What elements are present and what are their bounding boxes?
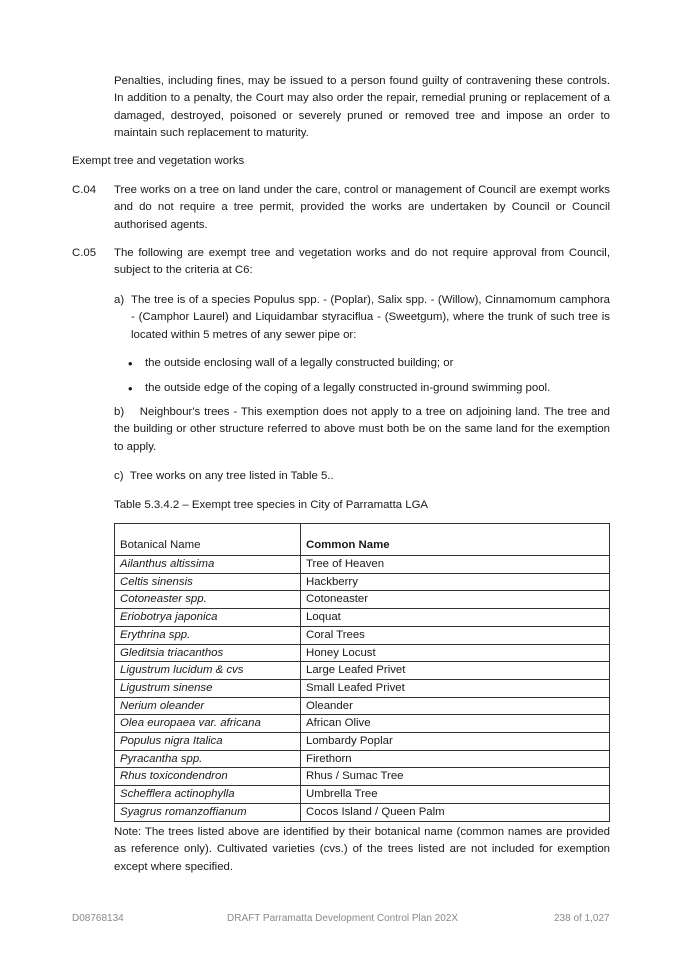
table-row: [115, 733, 610, 751]
header-common-name: Common Name: [301, 524, 610, 556]
common-name-cell: Honey Locust: [301, 644, 610, 662]
table-row: [115, 715, 610, 733]
botanical-name-cell: Ligustrum sinense: [115, 679, 301, 697]
common-name-cell: Cotoneaster: [301, 591, 610, 609]
botanical-name-cell: Pyracantha spp.: [115, 750, 301, 768]
bullet-icon: •: [128, 381, 133, 396]
table-row: [115, 679, 610, 697]
common-name-cell: African Olive: [301, 715, 610, 733]
sub-item-text: The tree is of a species Populus spp. - (Poplar), Salix spp. - (Willow), Cinnamomum camphora - (Camphor Laurel) and Liquidambar styraciflua - (Sweetgum), where the trunk of such tree is located within 5 metres of any sewer pipe or:: [131, 294, 610, 341]
table-row: [115, 609, 610, 627]
sub-item-a: [114, 292, 610, 344]
table-row: [115, 786, 610, 804]
table-row: [115, 644, 610, 662]
table-row: [115, 556, 610, 574]
table-note: Note: The trees listed above are identified by their botanical name (common names are provided as reference only). Cultivated varieties (cvs.) of the trees listed are not included for exemption except where specified.: [114, 826, 610, 873]
bullet-text: the outside edge of the coping of a legally constructed in-ground swimming pool.: [145, 382, 551, 394]
botanical-name-cell: Ligustrum lucidum & cvs: [115, 662, 301, 680]
footer-page-number: 238 of 1,027: [554, 913, 610, 924]
botanical-name-cell: Cotoneaster spp.: [115, 591, 301, 609]
common-name-cell: Oleander: [301, 697, 610, 715]
table-caption: Table 5.3.4.2 – Exempt tree species in City of Parramatta LGA: [114, 499, 429, 511]
botanical-name-cell: Eriobotrya japonica: [115, 609, 301, 627]
botanical-name-cell: Olea europaea var. africana: [115, 715, 301, 733]
botanical-name-cell: Populus nigra Italica: [115, 733, 301, 751]
botanical-name-cell: Schefflera actinophylla: [115, 786, 301, 804]
section-heading: Exempt tree and vegetation works: [72, 155, 245, 167]
clause-number: C.05: [72, 247, 97, 259]
botanical-name-cell: Erythrina spp.: [115, 626, 301, 644]
table-row: [115, 803, 610, 821]
exempt-species-table: [114, 523, 610, 822]
common-name-cell: Tree of Heaven: [301, 556, 610, 574]
common-name-cell: Umbrella Tree: [301, 786, 610, 804]
common-name-cell: Large Leafed Privet: [301, 662, 610, 680]
common-name-cell: Cocos Island / Queen Palm: [301, 803, 610, 821]
bullet-icon: •: [128, 356, 133, 371]
common-name-cell: Coral Trees: [301, 626, 610, 644]
sub-item-text: Neighbour's trees - This exemption does not apply to a tree on adjoining land. The tree and the building or other structure referred to above must both be on the same land for the exemption to apply.: [114, 406, 610, 453]
intro-paragraph: Penalties, including fines, may be issued to a person found guilty of contravening these controls. In addition to a penalty, the Court may also order the repair, remedial pruning or replacement of a damaged, destroyed, poisoned or severely pruned or removed tree and impose an order to maintain such replacement to maturity.: [114, 75, 610, 139]
table-row: [115, 750, 610, 768]
table-row: [115, 573, 610, 591]
table-row: [115, 591, 610, 609]
common-name-cell: Rhus / Sumac Tree: [301, 768, 610, 786]
table-row: [115, 662, 610, 680]
common-name-cell: Lombardy Poplar: [301, 733, 610, 751]
botanical-name-cell: Ailanthus altissima: [115, 556, 301, 574]
footer-doc-id: D08768134: [72, 913, 124, 924]
botanical-name-cell: Celtis sinensis: [115, 573, 301, 591]
table-row: [115, 626, 610, 644]
bullet-text: the outside enclosing wall of a legally constructed building; or: [145, 357, 454, 369]
common-name-cell: Hackberry: [301, 573, 610, 591]
clause-text: Tree works on a tree on land under the care, control or management of Council are exempt works and do not require a tree permit, provided the works are undertaken by Council or Council authorised agents.: [114, 184, 610, 231]
table-header-row: [115, 524, 610, 556]
sub-item-label: a): [114, 294, 125, 306]
clause-text: The following are exempt tree and vegetation works and do not require approval from Council, subject to the criteria at C6:: [114, 247, 610, 277]
sub-item-c: [114, 468, 610, 485]
sub-item-b: [114, 404, 610, 456]
sub-item-label: c): [114, 470, 124, 482]
clause-number: C.04: [72, 184, 97, 196]
common-name-cell: Small Leafed Privet: [301, 679, 610, 697]
table-row: [115, 768, 610, 786]
common-name-cell: Firethorn: [301, 750, 610, 768]
table-row: [115, 697, 610, 715]
sub-item-label: b): [114, 406, 125, 418]
botanical-name-cell: Gleditsia triacanthos: [115, 644, 301, 662]
botanical-name-cell: Rhus toxicondendron: [115, 768, 301, 786]
footer-title: DRAFT Parramatta Development Control Plan 202X: [227, 913, 459, 924]
botanical-name-cell: Syagrus romanzoffianum: [115, 803, 301, 821]
common-name-cell: Loquat: [301, 609, 610, 627]
header-botanical-name: Botanical Name: [115, 524, 301, 556]
botanical-name-cell: Nerium oleander: [115, 697, 301, 715]
sub-item-text: Tree works on any tree listed in Table 5..: [129, 470, 334, 482]
